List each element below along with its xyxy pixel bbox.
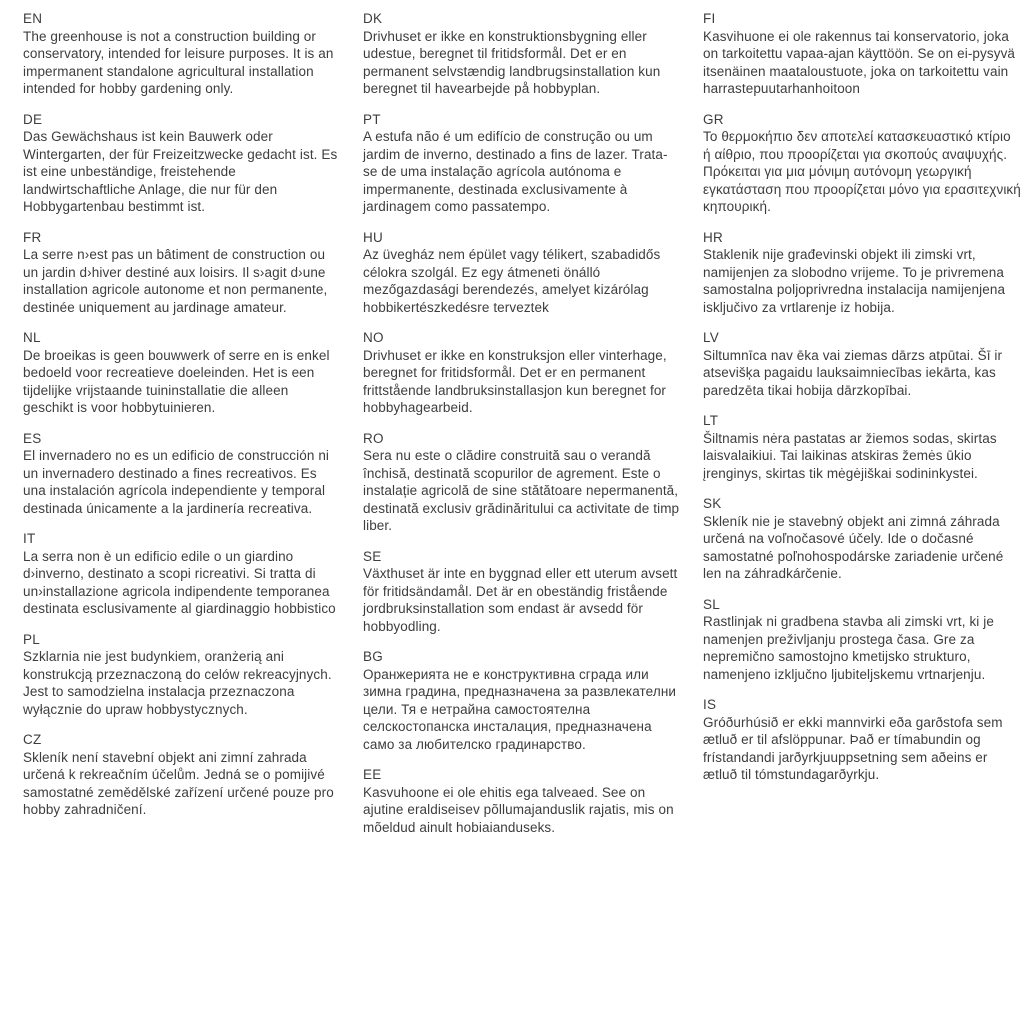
language-code: NL <box>23 330 41 345</box>
lang-section-hr <box>703 229 1021 317</box>
language-text: La serre n›est pas un bâtiment de construction ou un jardin d›hiver destiné aux loisirs. Il s›agit d›une installation agricole autonome et non permanente, destinée uniquement au jardinage amateur. <box>23 247 328 315</box>
lang-section-cz <box>23 731 341 819</box>
language-code: NO <box>363 330 384 345</box>
language-text: Šiltnamis nėra pastatas ar žiemos sodas, skirtas laisvalaikiui. Tai laikinas atskiras žemės ūkio įrenginys, skirtas tik mėgėjiškai sodininkystei. <box>703 430 997 481</box>
column-2 <box>363 10 681 849</box>
language-code: PT <box>363 111 381 127</box>
language-text: A estufa não é um edifício de construção ou um jardim de inverno, destinado a fins de lazer. Trata-se de uma instalação agrícola autónoma e impermanente, destinada exclusivamente à jardinagem como passatempo. <box>363 129 668 214</box>
language-text: Skleník není stavební objekt ani zimní zahrada určená k rekreačním účelům. Jedná se o pomijivé samostatné zemědělské zařízení určené pouze pro hobby zahradničení. <box>23 749 334 817</box>
language-code: HR <box>703 229 723 245</box>
language-code: LT <box>703 413 719 428</box>
language-code: EE <box>363 767 382 782</box>
language-text: Kasvihuone ei ole rakennus tai konservatorio, joka on tarkoitettu vapaa-ajan käyttöön. Se on ei-pysyvä itsenäinen maataloustuote, joka on tarkoitettu vain harrastepuutarhanhoitoon <box>703 28 1016 96</box>
lang-section-es <box>23 430 341 518</box>
language-text: Gróðurhúsið er ekki mannvirki eða garðstofa sem ætluð er til afslöppunar. Það er tímabundin og frístandandi jarðyrkjuuppsetning sem aðeins er ætluð til tómstundagarðyrkju. <box>703 714 1003 782</box>
language-text: De broeikas is geen bouwwerk of serre en is enkel bedoeld voor recreatieve doeleinden. Het is een tijdelijke vrijstaande tuininstallatie die alleen geschikt is voor hobbytuinieren. <box>23 347 330 415</box>
language-text: Оранжерията не е конструктивна сграда или зимна градина, предназначена за развлекателни цели. Тя е нетрайна самостоятелна селскостопанска инсталация, предназначена само за любителско градинарство. <box>363 666 677 752</box>
language-code: SK <box>703 496 722 511</box>
lang-section-sl <box>703 596 1021 684</box>
language-text: Rastlinjak ni gradbena stavba ali zimski vrt, ki je namenjen preživljanju prostega časa. Gre za nepremično samostojno kmetijsko strukturo, namenjeno izključno ljubiteljskemu vrtnarjenju. <box>703 614 994 682</box>
language-code: CZ <box>23 732 42 747</box>
lang-section-en <box>23 10 341 98</box>
language-text: Sera nu este o clădire construită sau o verandă închisă, destinată scopurilor de agrement. Este o instalație agricolă de sine stătătoare nepermanentă, destinată exclusiv grădinăritului ca activitate de timp liber. <box>363 448 680 533</box>
lang-section-hu <box>363 229 681 317</box>
language-text: Drivhuset er ikke en konstruktionsbygning eller udestue, beregnet til fritidsformål. Det er en permanent selvstændig landbrugsinstallation kun beregnet til havearbejde på hobbyplan. <box>363 28 661 96</box>
lang-section-bg <box>363 648 681 753</box>
language-text: Växthuset är inte en byggnad eller ett uterum avsett för fritidsändamål. Det är en obeständig fristående jordbruksinstallation som endast är avsedd för hobbyodling. <box>363 566 678 634</box>
language-text: Drivhuset er ikke en konstruksjon eller vinterhage, beregnet for fritidsformål. Det er en permanent frittstående landbruksinstallasjon kun beregnet for hobbyhagearbeid. <box>363 347 667 415</box>
lang-section-ee <box>363 766 681 836</box>
language-code: LV <box>703 330 719 345</box>
language-code: HU <box>363 229 383 245</box>
lang-section-is <box>703 696 1021 784</box>
lang-section-se <box>363 548 681 636</box>
language-code: BG <box>363 649 383 664</box>
lang-section-it <box>23 530 341 618</box>
lang-section-ro <box>363 430 681 535</box>
columns-container <box>23 10 1021 849</box>
language-text: Szklarnia nie jest budynkiem, oranżerią ani konstrukcją przeznaczoną do celów rekreacyjnych. Jest to samodzielna instalacja przeznaczona wyłącznie do upraw hobbystycznych. <box>23 649 332 717</box>
lang-section-no <box>363 329 681 417</box>
lang-section-pl <box>23 631 341 719</box>
language-code: FR <box>23 229 42 245</box>
lang-section-sk <box>703 495 1021 583</box>
language-code: SE <box>363 548 382 564</box>
language-code: PL <box>23 631 40 647</box>
lang-section-de <box>23 111 341 216</box>
language-code: RO <box>363 430 384 446</box>
language-text: Das Gewächshaus ist kein Bauwerk oder Wintergarten, der für Freizeitzwecke gedacht ist. Es ist eine unbeständige, freistehende landwirtschaftliche Anlage, die nur für den Hobbygartenbau bestimmt ist. <box>23 129 338 214</box>
language-text: La serra non è un edificio edile o un giardino d›inverno, destinato a scopi ricreativi. Si tratta di un›installazione agricola indipendente temporanea destinata esclusivamente al giardinaggio hobbistico <box>23 548 336 616</box>
language-code: EN <box>23 11 43 26</box>
column-3 <box>703 10 1021 849</box>
language-text: Το θερμοκήπιο δεν αποτελεί κατασκευαστικό κτίριο ή αίθριο, που προορίζεται για σκοπούς αναψυχής. Πρόκειται για μια μόνιμη αυτόνομη γεωργική εγκατάσταση που προορίζεται μόνο για ερασιτεχνική κηπουρική. <box>703 129 1021 214</box>
language-text: Az üvegház nem épület vagy télikert, szabadidős célokra szolgál. Ez egy átmeneti önálló mezőgazdasági berendezés, amelyet kizárólag hobbikertészkedésre terveztek <box>363 247 661 315</box>
lang-section-dk <box>363 10 681 98</box>
language-code: DE <box>23 111 43 127</box>
language-code: SL <box>703 596 720 612</box>
language-code: IT <box>23 531 36 546</box>
lang-section-fr <box>23 229 341 317</box>
language-text: Skleník nie je stavebný objekt ani zimná záhrada určená na voľnočasové účely. Ide o dočasné samostatné poľnohospodárske zariadenie určené len na záhradkárčenie. <box>703 513 1004 581</box>
language-text: Kasvuhoone ei ole ehitis ega talveaed. See on ajutine eraldiseisev põllumajanduslik rajatis, mis on mõeldud ainult hobiaianduseks. <box>363 784 674 835</box>
language-code: FI <box>703 11 716 26</box>
lang-section-fi <box>703 10 1021 98</box>
language-text: The greenhouse is not a construction building or conservatory, intended for leisure purposes. It is an impermanent standalone agricultural installation intended for hobby gardening only. <box>23 28 334 96</box>
lang-section-nl <box>23 329 341 417</box>
language-code: GR <box>703 111 724 127</box>
language-text: Staklenik nije građevinski objekt ili zimski vrt, namijenjen za slobodno vrijeme. To je privremena samostalna poljoprivredna instalacija namijenjena isključivo za vrtlarenje iz hobija. <box>703 247 1006 315</box>
language-text: El invernadero no es un edificio de construcción ni un invernadero destinado a fines recreativos. Es una instalación agrícola independiente y temporal destinada únicamente a la jardinería recreativa. <box>23 448 330 516</box>
lang-section-lv <box>703 329 1021 399</box>
language-text: Siltumnīca nav ēka vai ziemas dārzs atpūtai. Šī ir atsevišķa pagaidu lauksaimniecības iekārta, kas paredzēta tikai hobija dārzkopībai. <box>703 347 1003 398</box>
lang-section-pt <box>363 111 681 216</box>
language-code: IS <box>703 697 717 712</box>
language-code: DK <box>363 11 383 26</box>
lang-section-lt <box>703 412 1021 482</box>
column-1 <box>23 10 341 849</box>
lang-section-gr <box>703 111 1021 216</box>
language-code: ES <box>23 430 42 446</box>
